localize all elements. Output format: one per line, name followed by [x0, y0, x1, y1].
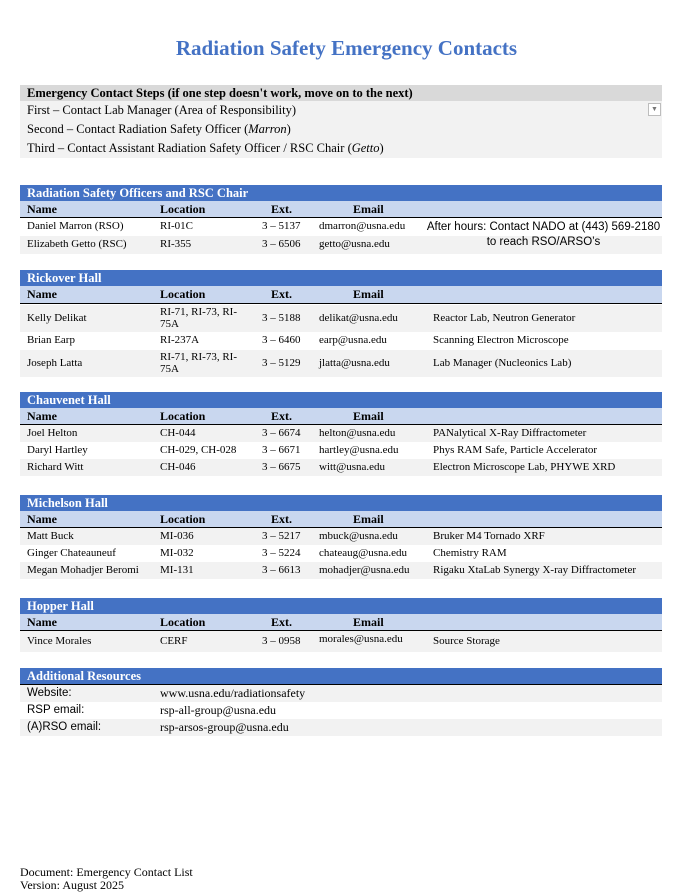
- col-name: Name: [27, 202, 57, 216]
- email-link[interactable]: mbuck@usna.edu: [319, 530, 398, 542]
- section-michelson: [20, 495, 662, 579]
- column-headers: [20, 201, 662, 218]
- table-row: Elizabeth Getto (RSC) RI-355 3 – 6506 getto@usna.edu: [20, 236, 662, 254]
- table-row: Joel Helton CH-044 3 – 6674 helton@usna.edu PANalytical X-Ray Diffractometer: [20, 425, 662, 442]
- email-link[interactable]: rsp-arsos-group@usna.edu: [160, 720, 289, 734]
- col-location: Location: [160, 202, 206, 216]
- steps-header: Emergency Contact Steps (if one step doesn't work, move on to the next): [20, 85, 662, 101]
- column-headers: Name Location Ext. Email: [20, 286, 662, 304]
- section-rickover: [20, 270, 662, 377]
- table-row: Joseph Latta RI-71, RI-73, RI-75A 3 – 5129 jlatta@usna.edu Lab Manager (Nucleonics Lab): [20, 350, 662, 377]
- table-row: Matt Buck MI-036 3 – 5217 mbuck@usna.edu Bruker M4 Tornado XRF: [20, 528, 662, 545]
- table-row: Brian Earp RI-237A 3 – 6460 earp@usna.edu Scanning Electron Microscope: [20, 332, 662, 350]
- email-link[interactable]: hartley@usna.edu: [319, 444, 399, 456]
- resource-row: RSP email: rsp-all-group@usna.edu: [27, 703, 277, 717]
- table-row: Kelly Delikat RI-71, RI-73, RI-75A 3 – 5188 delikat@usna.edu Reactor Lab, Neutron Generator: [20, 305, 662, 332]
- section-title: Additional Resources: [20, 668, 662, 684]
- section-hopper: [20, 598, 662, 652]
- table-row: Ginger Chateauneuf MI-032 3 – 5224 chateaug@usna.edu Chemistry RAM: [20, 545, 662, 562]
- col-email: Email: [353, 202, 384, 216]
- column-headers: Name Location Ext. Email: [20, 511, 662, 528]
- table-row: Megan Mohadjer Beromi MI-131 3 – 6613 mohadjer@usna.edu Rigaku XtaLab Synergy X-ray Diffractometer: [20, 562, 662, 579]
- resource-row: (A)RSO email: rsp-arsos-group@usna.edu: [20, 719, 662, 736]
- section-title: Radiation Safety Officers and RSC Chair: [20, 185, 662, 201]
- emergency-steps: [20, 85, 662, 158]
- section-title: Michelson Hall: [20, 495, 662, 511]
- section-rso: [20, 185, 662, 254]
- table-row: Richard Witt CH-046 3 – 6675 witt@usna.edu Electron Microscope Lab, PHYWE XRD: [20, 459, 662, 476]
- dropdown-arrow-icon[interactable]: ▼: [648, 103, 661, 116]
- website-link[interactable]: www.usna.edu/radiationsafety: [160, 686, 306, 700]
- version-label: Version: August 2025: [20, 878, 125, 892]
- section-chauvenet: [20, 392, 662, 476]
- email-link[interactable]: helton@usna.edu: [319, 427, 396, 439]
- email-link[interactable]: getto@usna.edu: [319, 238, 390, 250]
- email-link[interactable]: mohadjer@usna.edu: [319, 564, 410, 576]
- table-row: Daryl Hartley CH-029, CH-028 3 – 6671 hartley@usna.edu Phys RAM Safe, Particle Accelerator: [20, 442, 662, 459]
- step-second: Second – Contact Radiation Safety Officer (Marron): [27, 122, 291, 136]
- resource-row: Website: www.usna.edu/radiationsafety: [20, 685, 662, 702]
- column-headers: Name Location Ext. Email: [20, 408, 662, 425]
- section-title: Hopper Hall: [20, 598, 662, 614]
- step-first: First – Contact Lab Manager (Area of Responsibility): [27, 103, 297, 117]
- page-title: Radiation Safety Emergency Contacts: [175, 36, 518, 60]
- email-link[interactable]: rsp-all-group@usna.edu: [160, 703, 277, 717]
- section-title: Rickover Hall: [20, 270, 662, 286]
- email-link[interactable]: delikat@usna.edu: [319, 312, 398, 324]
- email-link[interactable]: dmarron@usna.edu: [319, 220, 406, 232]
- email-link[interactable]: jlatta@usna.edu: [319, 357, 390, 369]
- after-hours-note: After hours: Contact NADO at (443) 569-2180 to reach RSO/ARSO’s: [426, 221, 661, 248]
- section-resources: [20, 668, 662, 736]
- column-headers: Name Location Ext. Email: [20, 614, 662, 631]
- email-link[interactable]: morales@usna.edu: [319, 633, 403, 645]
- table-row: Vince Morales CERF 3 – 0958 morales@usna.edu Source Storage: [20, 631, 662, 652]
- section-title: Chauvenet Hall: [20, 392, 662, 408]
- col-ext: Ext.: [271, 202, 292, 216]
- table-row: Daniel Marron (RSO) RI-01C 3 – 5137 dmarron@usna.edu: [20, 218, 662, 236]
- step-third: Third – Contact Assistant Radiation Safety Officer / RSC Chair (Getto): [27, 141, 384, 155]
- email-link[interactable]: witt@usna.edu: [319, 461, 386, 473]
- footer: [20, 866, 193, 892]
- email-link[interactable]: earp@usna.edu: [319, 334, 387, 346]
- email-link[interactable]: chateaug@usna.edu: [319, 547, 408, 559]
- document-label: Document: Emergency Contact List: [20, 865, 193, 879]
